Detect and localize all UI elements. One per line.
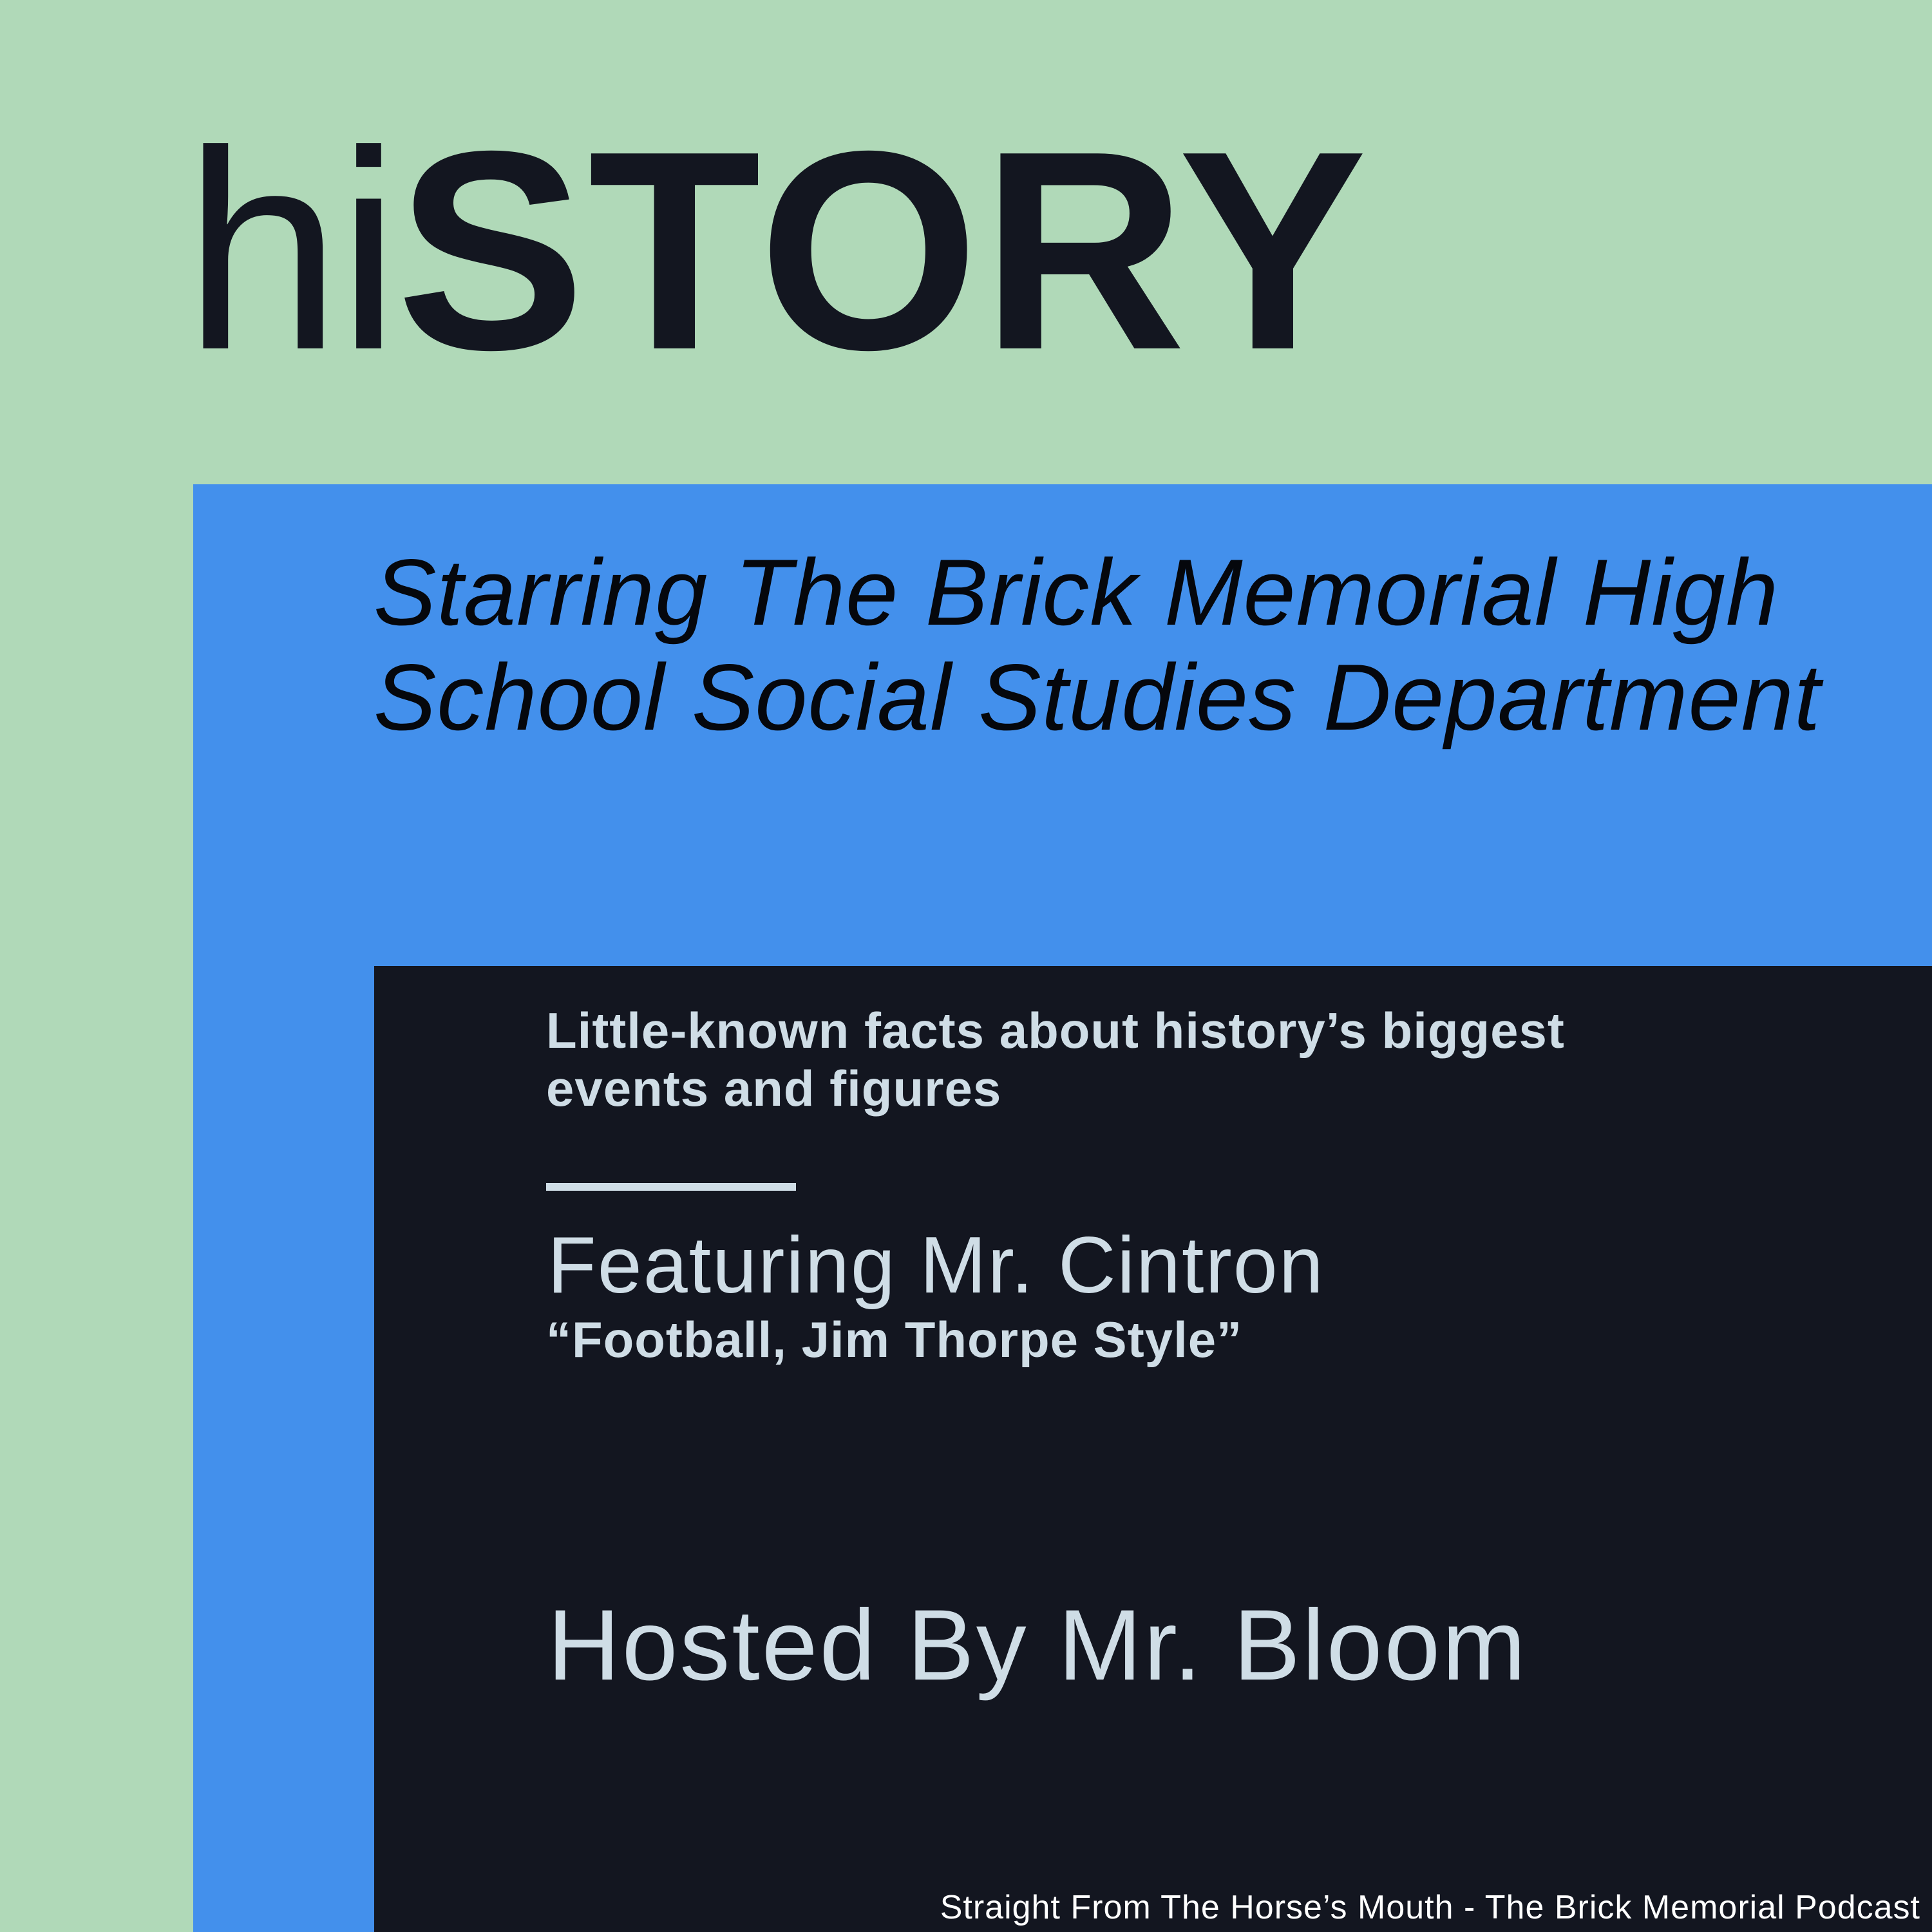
episode-title: “Football, Jim Thorpe Style” bbox=[546, 1311, 1243, 1368]
title-light-part: hi bbox=[184, 93, 397, 409]
podcast-footer: Straight From The Horse’s Mouth - The Brick Memorial Podcast bbox=[940, 1889, 1920, 1926]
divider bbox=[546, 1183, 796, 1191]
featuring-guest: Featuring Mr. Cintron bbox=[547, 1221, 1325, 1310]
host-credit: Hosted By Mr. Bloom bbox=[547, 1589, 1528, 1701]
tagline: Little-known facts about history’s biggest events and figures bbox=[546, 1002, 1565, 1117]
title-bold-part: STORY bbox=[396, 93, 1370, 409]
cover-title bbox=[184, 93, 1370, 409]
subtitle: Starring The Brick Memorial High School Social Studies Department bbox=[374, 540, 1821, 750]
